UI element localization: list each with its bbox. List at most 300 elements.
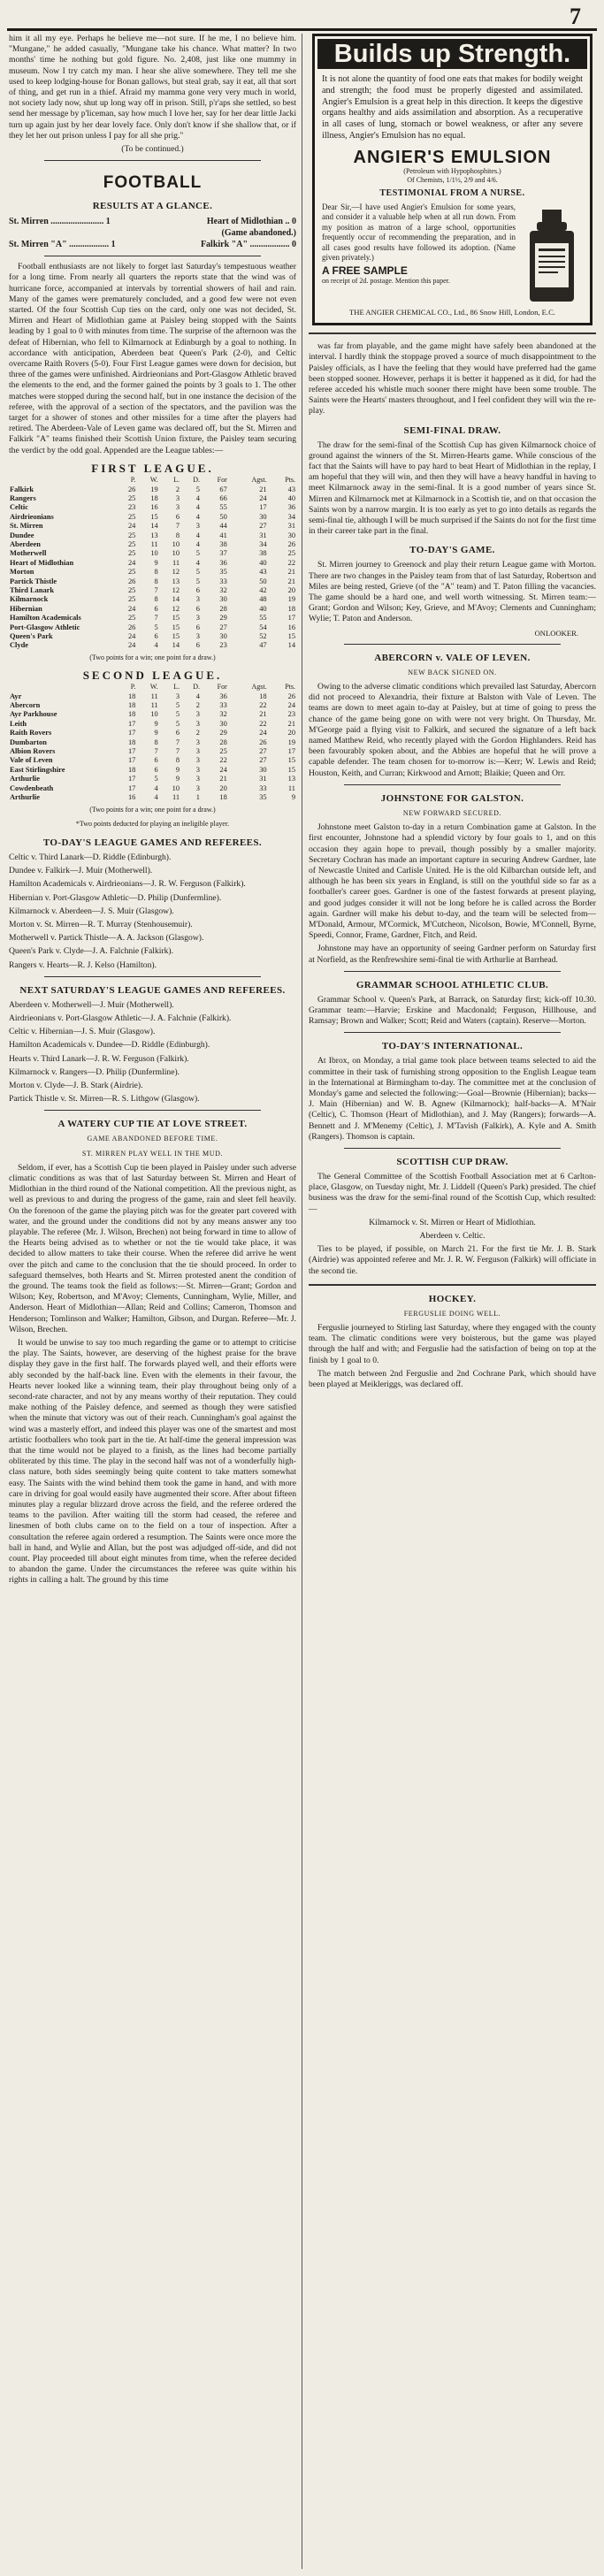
stat-cell: 4: [195, 493, 200, 502]
stat-cell: 26: [127, 577, 136, 585]
table-row: [9, 710, 296, 719]
table-header-cell: For: [217, 476, 227, 485]
stat-cell: 6: [154, 756, 158, 765]
hockey-paragraph: Ferguslie journeyed to Stirling last Saturday, where they engaged with the county team. The climatic conditions were very boisterous, but the game was played through the half and with; and Ferguslie had the satisfaction of being on top at the finish by 1 goal to 0.: [309, 1323, 596, 1365]
stat-cell: 24: [127, 604, 136, 613]
stat-cell: 11: [172, 558, 180, 567]
table-header-cell: [9, 683, 115, 692]
stat-cell: 44: [219, 522, 227, 531]
stat-cell: 17: [127, 729, 136, 738]
advert-price: Of Chemists, 1/1½, 2/9 and 4/6.: [407, 175, 498, 184]
stat-cell: 18: [127, 765, 136, 774]
stat-cell: 15: [287, 632, 295, 640]
stat-cell: 12: [172, 585, 180, 594]
fixture-item: Hamilton Academicals v. Dundee—D. Riddle (Edinburgh).: [9, 1040, 210, 1051]
stat-cell: 3: [195, 738, 200, 746]
stat-cell: 24: [259, 493, 267, 502]
advert-address: THE ANGIER CHEMICAL CO., Ltd., 86 Snow Hill, London, E.C.: [349, 307, 555, 317]
story-paragraph: him it all my eye. Perhaps he believe me—not sure. If he me, I no believe him. "Mungane," he added casually, "Mungane take his chance. What matter? In two months' time he nothing but gold figure. No. 2,408, just like one mummy in museum. Now I try catch my man. I hear she alive somewhere. They tell me she used to keep lodging-house for Bonan gallows, but steal grab, say it eat, all that sort of thing, and get run in a thief. Afraid my mamma gone very very much in world, not society lady now, shut up long way off in prison. Still, p'r'aps she settled, so best send her message by p'liceman, say how much I love her, say for her dear little Jacki turn up again just by her dear lovely face. Only don't know if she shallow that, or if they let her out prison unless I pay for all she prig.": [9, 34, 296, 141]
stat-cell: 15: [287, 765, 295, 774]
stat-cell: 24: [287, 701, 295, 710]
cup-tie-paragraph: It would be unwise to say too much regarding the game or to attempt to criticise the play. The Saints, however, are deserving of the highest praise for the brave display they gave in the first half. The forwards played well, and their efforts were ably seconded by the half-back line. Even with the elements in their favour, the Hearts never looked like a winning team, their play throughout being only of a second-rate character, and not by any means worthy of their reputation. They could make nothing of the Paisley defence, and seemed as though they were satisfied when the minute that victory was out of their reach. Cunningham's goal against the wind was a masterly effort, and indeed this player was one of the smartest and most artistic footballers who took part in the tie. At half-time the general impression was that the time would not be played to a finish, as the lines had become partially obliterated by this time. The play in the second half was not of a wonderfully high-class nature, both sides seemingly being quite content to take matters somewhat easy. The Saints with the wind behind them took the game in hand, and with more care in driving for goal would easily have augmented their score. After about fifteen minutes play a regular blizzard drove across the field, and the referee ordered the teams to the pavilion. After waiting till the storm had ceased, the referee and linesmen of both clubs came on to the field on a tour of inspection. After a consultation the referee again ordered a resumption. The Saints were once more the ball in hand, and Wylie and Allan, but the post was adjudged off-side, and did not count. Play proceeded till about eight minutes from time, when the referee decided to abandon the game. Under the circumstances the referee was quite within his rights in calling a halt. The ground by this time: [9, 1338, 296, 1586]
team-name: Dumbarton: [10, 738, 47, 746]
stat-cell: 30: [259, 512, 267, 521]
advert-testimonial: Dear Sir,—I have used Angier's Emulsion for some years, and consider it a valuable help when at all run down. From my position as matron of a large school, opportunities frequently occur of recommending the preparation, and in all cases good results have followed its adoption. (Name given privately.): [322, 202, 516, 263]
divider: [44, 160, 261, 161]
table-row: [9, 595, 296, 604]
stat-cell: 10: [150, 710, 158, 719]
fixture-item: Morton v. St. Mirren—R. T. Murray (Stenhousemuir).: [9, 919, 193, 929]
stat-cell: 4: [195, 558, 200, 567]
semi-final-paragraph: The draw for the semi-final of the Scottish Cup has given Kilmarnock choice of ground against the winners of the St. Mirren-Hearts game. While conscious of the fact that the Saints will have to pay hard to beat Heart of Midlothian in the replay, I am hopeful that they will win, and then they will have a heavy handful in having to meet Kilmarnock away in the semi-final. It is a good number of years since St. Mirren and Kilmarnock met at Kilmarnock in a Scottish tie, and on that occasion the Saints won by a narrow margin. It is too early as yet to go into details as regards the semi-final tie, although I will be much surprised if the Saints do not for the first time in their career take part in the final.: [309, 440, 596, 537]
stat-cell: 34: [259, 539, 267, 548]
team-name: Partick Thistle: [10, 577, 57, 585]
today-fixtures: [9, 852, 296, 971]
stat-cell: 36: [219, 692, 227, 700]
stat-cell: 27: [259, 756, 267, 765]
stat-cell: 13: [287, 775, 295, 784]
angiers-advert: [312, 34, 593, 325]
stat-cell: 5: [154, 775, 158, 784]
stat-cell: 29: [219, 614, 227, 623]
table-header-cell: For: [217, 683, 227, 692]
fixture-item: Hibernian v. Port-Glasgow Athletic—D. Philip (Dunfermline).: [9, 892, 222, 903]
table-row: [9, 503, 296, 512]
stat-cell: 11: [150, 701, 158, 710]
stat-cell: 3: [195, 522, 200, 531]
stat-cell: 5: [175, 719, 180, 728]
stat-cell: 30: [259, 765, 267, 774]
table-header-cell: P.: [130, 683, 136, 692]
stat-cell: 23: [287, 710, 295, 719]
cup-draw-heading: SCOTTISH CUP DRAW.: [396, 1156, 508, 1167]
stat-cell: 18: [127, 692, 136, 700]
stat-cell: 15: [172, 623, 180, 631]
stat-cell: 6: [154, 632, 158, 640]
table-row: [9, 775, 296, 784]
stat-cell: 50: [259, 577, 267, 585]
stat-cell: 15: [172, 614, 180, 623]
first-league-title: FIRST LEAGUE.: [91, 461, 214, 475]
stat-cell: 27: [219, 623, 227, 631]
divider: [344, 1148, 561, 1149]
divider: [344, 1032, 561, 1033]
stat-cell: 33: [219, 577, 227, 585]
stat-cell: 50: [219, 512, 227, 521]
stat-cell: 35: [219, 568, 227, 577]
stat-cell: 17: [287, 614, 295, 623]
international-paragraph: At Ibrox, on Monday, a trial game took place between teams selected to aid the committee in their task of furnishing strong opposition to the English League team in the International at Birmingham to-day. The committee met at the conclusion of Monday's game and selected the following:—Goal—Brownie (Hibernian); backs—J. Main (Hibernian) and W. B. Agnew (Kilmarnock); half-backs—A. M'Nair (Celtic), C. Thomson (Heart of Midlothian), and J. May (Rangers); forwards—A. Bennett and J. M'Menemy (Celtic), J. M'Tavish (Falkirk), A. Kyle and A. Smith (Rangers). Thomson is captain.: [309, 1056, 596, 1142]
stat-cell: 26: [287, 539, 295, 548]
stat-cell: 21: [287, 568, 295, 577]
grammar-heading: GRAMMAR SCHOOL ATHLETIC CLUB.: [356, 979, 549, 990]
column-left: [9, 34, 296, 1589]
stat-cell: 17: [127, 775, 136, 784]
stat-cell: 3: [175, 692, 180, 700]
stat-cell: 9: [175, 765, 180, 774]
team-name: Falkirk: [10, 485, 34, 493]
stat-cell: 4: [195, 503, 200, 512]
stat-cell: 19: [287, 738, 295, 746]
advert-free-sub: on receipt of 2d. postage. Mention this paper.: [322, 276, 450, 285]
team-name: Abercorn: [10, 701, 41, 710]
table-row: [9, 577, 296, 586]
stat-cell: 7: [175, 738, 180, 746]
stat-cell: 10: [172, 549, 180, 558]
stat-cell: 4: [195, 531, 200, 539]
stat-cell: 11: [150, 539, 158, 548]
fixture-item: Airdrieonians v. Port-Glasgow Athletic—J. A. Falchnie (Falkirk).: [9, 1013, 232, 1023]
fixture-item: Dundee v. Falkirk—J. Muir (Motherwell).: [9, 866, 153, 876]
stat-cell: 3: [195, 756, 200, 765]
stat-cell: 3: [195, 710, 200, 719]
table-row: [9, 540, 296, 549]
team-name: Vale of Leven: [10, 756, 53, 765]
stat-cell: 9: [291, 793, 295, 802]
stat-cell: 15: [150, 512, 158, 521]
fixture-item: Rangers v. Hearts—R. J. Kelso (Hamilton).: [9, 959, 157, 970]
stat-cell: 4: [195, 512, 200, 521]
advert-body: It is not alone the quantity of food one eats that makes for bodily weight and strength; the food must be properly digested and assimilated. Angier's Emulsion is a great help in this direction. It keeps the digestive organs healthy and aids assimilation and absorption. As a recuperative in all cases of lung, stomach or bowel weakness, or after any severe illness, Angier's Emulsion has no equal.: [322, 74, 583, 141]
stat-cell: 18: [127, 738, 136, 746]
stat-cell: 3: [175, 503, 180, 512]
advert-brand: ANGIER'S EMULSION: [353, 147, 552, 167]
fixture-item: Motherwell v. Partick Thistle—A. A. Jackson (Glasgow).: [9, 933, 204, 944]
stat-cell: 26: [127, 623, 136, 631]
stat-cell: 25: [127, 531, 136, 539]
stat-cell: 25: [287, 549, 295, 558]
stat-cell: 5: [195, 577, 200, 585]
johnstone-sub: NEW FORWARD SECURED.: [402, 808, 502, 817]
team-name: Kilmarnock: [10, 595, 49, 604]
stat-cell: 30: [287, 531, 295, 539]
stat-cell: 22: [259, 701, 267, 710]
stat-cell: 24: [127, 641, 136, 650]
stat-cell: 8: [175, 531, 180, 539]
team-name: Celtic: [10, 503, 28, 512]
stat-cell: 18: [287, 604, 295, 613]
stat-cell: 19: [287, 595, 295, 604]
stat-cell: 16: [287, 623, 295, 631]
team-name: Raith Rovers: [10, 729, 52, 738]
stat-cell: 7: [175, 522, 180, 531]
cup-tie-paragraph: Seldom, if ever, has a Scottish Cup tie been played in Paisley under such adverse climatic conditions as was that of last Saturday between St. Mirren and Heart of Midlothian in the third round of the National competition. All the previous night, as well as previous to and during the progress of the game, rain and sleet fell heavily. On the forenoon of the game the playing pitch was for the greater part covered with water, and the ground under the conditions did not by any means answer any too playable. The referee (Mr. J. Wilson, Brechen) not being forward in time to allow of the Hearts being advised as to whether or not the tie would take place, it was decided to allow matters to take their course. When the referee did arrive he went over the pitch and came to the conclusion that the tie should proceed. In order to safeguard themselves, both Hearts and St. Mirren protested anent the condition of the ground. The teams took the field as follows:—St. Mirren—Grant; Gordon and Wilson; Key, Robertson, and M'Avoy; Clements, Cunningham, Wylie, Miller, and Anderson. Heart of Midlothian—Allan; Reid and Collins; Cameron, Thomson and Henderson; Tomlinson and Walker; Hamilton, Gibson, and Durgan. Referee—Mr. J. Wilson, Brechen.: [9, 1162, 296, 1334]
stat-cell: 8: [175, 756, 180, 765]
stat-cell: 24: [127, 632, 136, 640]
stat-cell: 36: [219, 558, 227, 567]
stat-cell: 17: [259, 503, 267, 512]
stat-cell: 4: [154, 793, 158, 802]
table-row: [9, 513, 296, 522]
stat-cell: 28: [219, 738, 227, 746]
stat-cell: 7: [175, 747, 180, 756]
table-header-cell: W.: [149, 476, 158, 485]
stat-cell: 8: [154, 595, 158, 604]
bottle-illustration: [521, 208, 583, 303]
fixture-item: Celtic v. Hibernian—J. S. Muir (Glasgow).: [9, 1027, 156, 1037]
stat-cell: 11: [287, 784, 295, 792]
table-header-cell: Pts.: [285, 683, 295, 692]
fixture-item: Celtic v. Third Lanark—D. Riddle (Edinburgh).: [9, 852, 172, 862]
stat-cell: 9: [154, 719, 158, 728]
abercorn-paragraph: Owing to the adverse climatic conditions which prevailed last Saturday, Abercorn did not proceed to Alexandria, their fixture at Balston with Vale of Leven. The teams are down to meet again to-day at Paisley, but at time of going to press the chance of the game being gone on with were not very bright. On Thursday, Mr. M'George paid a flying visit to Falkirk, and secured the signature of a left back named Matthew Reid, who recently played with the Gordon Highlanders. Reid has been favourably spoken about, and the Abbies are hopeful that he will prove a capable defender. The team chosen for to-morrow is:—Kerr; W. Lewis and Reid; Houston, Keith, and Curran; Kirkwood and Arnott; Blaikie; Queen and Orr.: [309, 682, 596, 778]
stat-cell: 55: [219, 503, 227, 512]
fixture-item: Kilmarnock v. Rangers—D. Philip (Dunfermline).: [9, 1066, 180, 1077]
advert-headline: Builds up Strength.: [317, 39, 587, 69]
team-name: Third Lanark: [10, 585, 55, 594]
stat-cell: 8: [154, 738, 158, 746]
table-row: [9, 766, 296, 775]
team-name: Albion Rovers: [10, 747, 56, 756]
stat-cell: 14: [172, 641, 180, 650]
table-header-cell: W.: [149, 683, 158, 692]
stat-cell: 40: [259, 558, 267, 567]
divider: [44, 1110, 261, 1111]
abercorn-heading: ABERCORN v. VALE OF LEVEN.: [374, 652, 531, 663]
table-header-cell: Pts.: [285, 476, 295, 485]
stat-cell: 14: [287, 641, 295, 650]
stat-cell: 10: [172, 539, 180, 548]
cup-draw-tie: Aberdeen v. Celtic.: [419, 1230, 485, 1241]
stat-cell: 7: [154, 747, 158, 756]
stat-cell: 27: [259, 522, 267, 531]
stat-cell: 21: [287, 719, 295, 728]
table-header-cell: [9, 476, 115, 485]
cup-tie-continuation: was far from playable, and the game might have safely been abandoned at the interval. I hardly think the stoppage proved a source of much disappointment to the Paisley officials, as I have the feeling that they would have preferred had the game been stopped sooner. However, perhaps it is better it happened as it did, for had the referee acceded his whistle much sooner there might have been some trouble. The Saints were the Hearts' masters throughout, and I feel confident they will win the re-play.: [309, 341, 596, 417]
hockey-heading: HOCKEY.: [428, 1293, 477, 1304]
stat-cell: 6: [175, 729, 180, 738]
stat-cell: 26: [127, 485, 136, 493]
team-name: Queen's Park: [10, 632, 53, 640]
stat-cell: 13: [150, 531, 158, 539]
second-league-note2: *Two points deducted for playing an ineligible player.: [75, 819, 230, 828]
stat-cell: 25: [127, 614, 136, 623]
stat-cell: 21: [287, 577, 295, 585]
stat-cell: 19: [150, 485, 158, 493]
stat-cell: 18: [150, 493, 158, 502]
stat-cell: 9: [175, 775, 180, 784]
stat-cell: 38: [219, 539, 227, 548]
stat-cell: 9: [154, 558, 158, 567]
todays-game-heading: TO-DAY'S GAME.: [409, 545, 495, 556]
stat-cell: 3: [195, 614, 200, 623]
stat-cell: 24: [219, 765, 227, 774]
stat-cell: 4: [154, 641, 158, 650]
table-row: [9, 531, 296, 540]
table-row: [9, 605, 296, 614]
stat-cell: 5: [175, 710, 180, 719]
stat-cell: 67: [219, 485, 227, 493]
stat-cell: 36: [287, 503, 295, 512]
team-name: Port-Glasgow Athletic: [10, 623, 80, 631]
stat-cell: 3: [195, 784, 200, 792]
advert-free-sample: A FREE SAMPLE: [322, 264, 408, 278]
team-name: Dundee: [10, 531, 34, 539]
stat-cell: 33: [259, 784, 267, 792]
today-games-heading: TO-DAY'S LEAGUE GAMES AND REFEREES.: [42, 837, 263, 848]
stat-cell: 43: [259, 568, 267, 577]
fixture-item: Kilmarnock v. Aberdeen—J. S. Muir (Glasgow).: [9, 906, 174, 916]
stat-cell: 22: [287, 558, 295, 567]
team-name: Arthurlie: [10, 793, 40, 802]
result-row: St. Mirren ........................ 1 Heart of Midlothian .. 0: [9, 217, 296, 227]
stat-cell: 66: [219, 493, 227, 502]
stat-cell: 20: [219, 784, 227, 792]
stat-cell: 28: [219, 604, 227, 613]
second-league-note: (Two points for a win; one point for a draw.): [89, 805, 216, 814]
stat-cell: 18: [127, 701, 136, 710]
stat-cell: 5: [195, 549, 200, 558]
table-row: [9, 614, 296, 623]
stat-cell: 2: [175, 485, 180, 493]
second-league-title: SECOND LEAGUE.: [82, 669, 223, 683]
top-rule: [7, 28, 597, 31]
stat-cell: 13: [172, 577, 180, 585]
table-row: [9, 784, 296, 793]
stat-cell: 10: [172, 784, 180, 792]
stat-cell: 25: [127, 595, 136, 604]
table-row: [9, 738, 296, 747]
stat-cell: 5: [195, 485, 200, 493]
team-name: Airdrieonians: [10, 512, 54, 521]
stat-cell: 8: [154, 568, 158, 577]
table-header-cell: Agst.: [251, 683, 267, 692]
team-name: Cowdenbeath: [10, 784, 54, 792]
table-row: [9, 720, 296, 729]
table-row: [9, 756, 296, 765]
team-name: Aberdeen: [10, 539, 41, 548]
stat-cell: 25: [127, 568, 136, 577]
stat-cell: 22: [259, 719, 267, 728]
stat-cell: 7: [154, 614, 158, 623]
team-name: Leith: [10, 719, 27, 728]
team-name: Rangers: [10, 493, 36, 502]
table-row: [9, 747, 296, 756]
stat-cell: 7: [154, 585, 158, 594]
divider: [309, 333, 596, 334]
stat-cell: 30: [219, 595, 227, 604]
first-league-table: [9, 476, 296, 651]
table-row: [9, 559, 296, 568]
stat-cell: 3: [175, 493, 180, 502]
stat-cell: 24: [127, 558, 136, 567]
next-games-heading: NEXT SATURDAY'S LEAGUE GAMES AND REFEREES.: [19, 984, 286, 996]
stat-cell: 17: [127, 784, 136, 792]
stat-cell: 31: [259, 775, 267, 784]
stat-cell: 6: [195, 641, 200, 650]
stat-cell: 4: [154, 784, 158, 792]
stat-cell: 37: [219, 549, 227, 558]
stat-cell: 23: [219, 641, 227, 650]
stat-cell: 5: [154, 623, 158, 631]
stat-cell: 6: [154, 604, 158, 613]
table-row: [9, 522, 296, 531]
stat-cell: 21: [259, 485, 267, 493]
stat-cell: 29: [219, 729, 227, 738]
table-header-cell: L.: [173, 683, 180, 692]
stat-cell: 6: [154, 765, 158, 774]
second-league-table: [9, 683, 296, 802]
team-name: Morton: [10, 568, 34, 577]
team-name: East Stirlingshire: [10, 765, 65, 774]
football-intro: Football enthusiasts are not likely to forget last Saturday's tempestuous weather for a long time. From nearly all quarters the reports state that the wind was of hurricane force, accompanied at intervals by torrential showers of hail and rain. Many of the games were prematurely concluded, and a good few were not even started. Of the four Scottish Cup ties on the card, only one was not decided, St. Mirren and Heart of Midlothian game at Paisley being stopped with the Saints leading by 1 goal to 0 with minutes from time. The surprise of the afternoon was the defeat of Hibernian, who fell to Kilmarnock at Edinburgh by a goal to nothing. In accordance with anticipation, Aberdeen beat Queen's Park (2-0), and Celtic overcame Raith Rovers (5-0). Four First League games were down for decision, but three of the games were unfinished. Airdrieonians and Port-Glasgow Athletic braved the elements to the end, and the former gained the points by 3 goals to 1. The other matches were stopped during the second half, but in one instance the decision of the referee, with the approval of a section of the spectators, and the pavilion was the target for a shower of stones and other missiles for a time after the players had retired. The Aberdeen-Vale of Leven game was declared off, but the St. Mirren and Falkirk "A" teams finished their Scottish Union fixture, the Paisley team securing the verdict by the odd goal. Appended are the League tables:—: [9, 262, 296, 455]
result-row: St. Mirren "A" .................. 1 Falkirk "A" .................. 0: [9, 240, 296, 250]
cup-draw-paragraph: Ties to be played, if possible, on March 21. For the first tie Mr. J. B. Stark (Airdrie) was appointed referee and Mr. J. R. W. Ferguson (Falkirk) will officiate in the second tie.: [309, 1244, 596, 1276]
stat-cell: 31: [259, 531, 267, 539]
stat-cell: 20: [287, 729, 295, 738]
johnstone-heading: JOHNSTONE FOR GALSTON.: [380, 792, 524, 804]
table-header-cell: P.: [130, 476, 136, 485]
stat-cell: 10: [150, 549, 158, 558]
team-name: Ayr: [10, 692, 22, 700]
fixture-item: Partick Thistle v. St. Mirren—R. S. Lithgow (Glasgow).: [9, 1094, 200, 1105]
stat-cell: 18: [219, 793, 227, 802]
team-name: Arthurlie: [10, 775, 40, 784]
byline: ONLOOKER.: [534, 628, 578, 638]
column-right: [309, 34, 596, 1393]
stat-cell: 31: [287, 522, 295, 531]
team-name: Clyde: [10, 641, 28, 650]
stat-cell: 4: [195, 539, 200, 548]
hockey-sub: FERGUSLIE DOING WELL.: [403, 1309, 501, 1318]
table-row: [9, 692, 296, 701]
team-name: Heart of Midlothian: [10, 558, 74, 567]
table-row: [9, 701, 296, 710]
stat-cell: 27: [259, 747, 267, 756]
team-name: Hibernian: [10, 604, 42, 613]
result-row: (Game abandoned.): [221, 228, 296, 239]
divider: [344, 784, 561, 785]
hockey-paragraph: The match between 2nd Ferguslie and 2nd Cochrane Park, which should have been played at Meikleriggs, was declared off.: [309, 1368, 596, 1390]
stat-cell: 26: [287, 692, 295, 700]
stat-cell: 1: [195, 793, 200, 802]
table-header-cell: D.: [193, 476, 200, 485]
stat-cell: 3: [195, 765, 200, 774]
stat-cell: 25: [127, 512, 136, 521]
stat-cell: 33: [219, 701, 227, 710]
cup-tie-sub1: GAME ABANDONED BEFORE TIME.: [87, 1135, 218, 1143]
stat-cell: 9: [154, 729, 158, 738]
stat-cell: 2: [195, 729, 200, 738]
johnstone-paragraph: Johnstone meet Galston to-day in a return Combination game at Galston. In the first encounter, Johnstone had a splendid victory by four goals to 1, and on this occasion they again hope to prevail, though possibly by a smaller majority. Secretary Cochran has made an important capture in securing Andrew Gardner, late of Newcastle United and Carlisle United. He is the old Kilbarchan outside left, and although he has been six years in England, is still on the youthful side so far as a footballer's career goes. Gardner is one of the fastest forwards at present playing, and good judges consider it will not be long before he is called across the Border again. Gardner will make his debut to-day, and the team will be selected from—M'Donald, Armour, M'Cormick, M'Cutcheon, Nicolson, Bowie, M'Connell, Byrne, Speedi, Connor, Frame, Gardner, Fitch, and Reid.: [309, 822, 596, 941]
team-name: St. Mirren: [10, 522, 43, 531]
table-row: [9, 549, 296, 558]
stat-cell: 3: [195, 595, 200, 604]
stat-cell: 18: [127, 710, 136, 719]
stat-cell: 15: [287, 756, 295, 765]
advert-brand-sub: (Petroleum with Hypophosphites.): [403, 166, 501, 175]
stat-cell: 6: [195, 585, 200, 594]
johnstone-paragraph: Johnstone may have an opportunity of seeing Gardner perform on Saturday first at Norfield, as the Renfrewshire semi-final tie with Arthurlie at Barrhead.: [309, 944, 596, 965]
international-heading: TO-DAY'S INTERNATIONAL.: [381, 1041, 524, 1052]
divider: [309, 1284, 596, 1286]
table-row: [9, 586, 296, 595]
fixture-item: Aberdeen v. Motherwell—J. Muir (Motherwell).: [9, 999, 174, 1010]
fixture-item: Hamilton Academicals v. Airdrieonians—J. R. W. Ferguson (Falkirk).: [9, 879, 246, 890]
football-heading: FOOTBALL: [103, 173, 203, 193]
stat-cell: 17: [127, 756, 136, 765]
stat-cell: 32: [219, 585, 227, 594]
stat-cell: 38: [259, 549, 267, 558]
fixture-item: Hearts v. Third Lanark—J. R. W. Ferguson (Falkirk).: [9, 1053, 189, 1064]
divider: [344, 644, 561, 645]
team-name: Motherwell: [10, 549, 47, 558]
table-row: [9, 632, 296, 641]
stat-cell: 8: [154, 577, 158, 585]
stat-cell: 3: [195, 747, 200, 756]
stat-cell: 30: [219, 719, 227, 728]
todays-game-paragraph: St. Mirren journey to Greenock and play their return League game with Morton. There are two changes in the Paisley team from that of last Saturday, Robertson and Miles are being rested, Grieve (of the "A" team) and T. Paton filling the vacancies. The game should be a hard one, and well worth witnessing. St. Mirren team:—Grant; Gordon and Wilson; Key, Grieve, and M'Avoy; Clements and Cunningham; Wylie; T. Paton and Anderson.: [309, 560, 596, 624]
